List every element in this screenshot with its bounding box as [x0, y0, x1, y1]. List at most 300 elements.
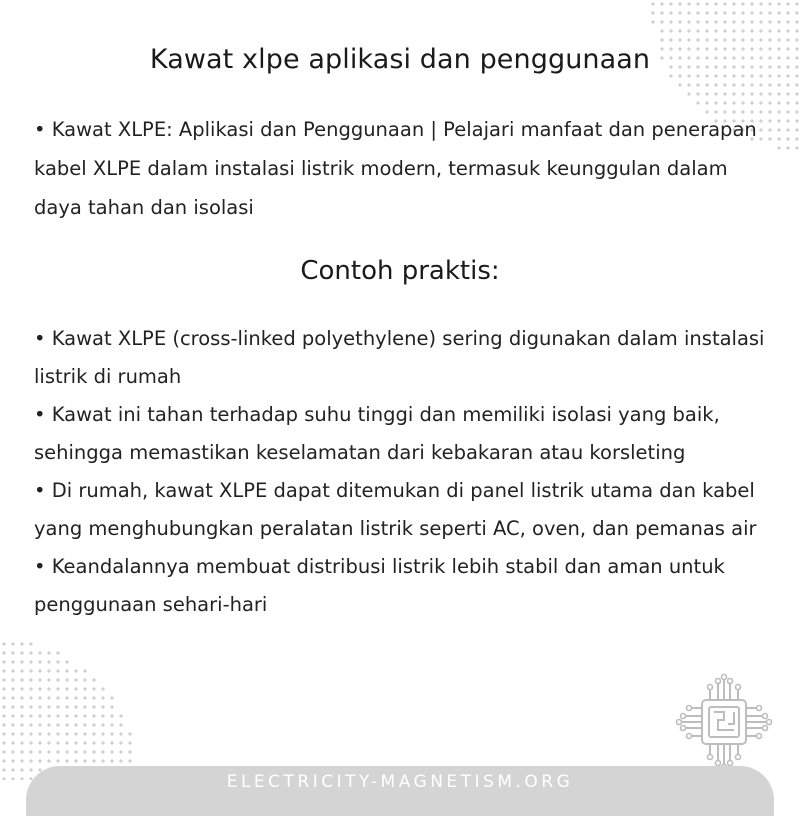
pattern-dot: [20, 660, 23, 663]
pattern-dot: [786, 128, 789, 131]
pattern-dot: [795, 92, 798, 95]
pattern-dot: [29, 705, 32, 708]
pattern-dot: [696, 38, 699, 41]
pattern-dot: [723, 38, 726, 41]
pattern-dot: [786, 137, 789, 140]
pattern-dot: [795, 137, 798, 140]
bullet-item: • Keandalannya membuat distribusi listrik lebih stabil dan aman untuk penggunaan sehari-hari: [34, 555, 725, 616]
pattern-dot: [750, 20, 753, 23]
pattern-dot: [786, 101, 789, 104]
pattern-dot: [714, 38, 717, 41]
pattern-dot: [795, 119, 798, 122]
pattern-dot: [714, 92, 717, 95]
pattern-dot: [696, 11, 699, 14]
pattern-dot: [74, 705, 77, 708]
pattern-dot: [56, 732, 59, 735]
pattern-dot: [20, 651, 23, 654]
pattern-dot: [750, 38, 753, 41]
pattern-dot: [92, 714, 95, 717]
pattern-dot: [56, 741, 59, 744]
pattern-dot: [128, 732, 131, 735]
pattern-dot: [110, 750, 113, 753]
pattern-dot: [768, 92, 771, 95]
pattern-dot: [750, 92, 753, 95]
pattern-dot: [786, 119, 789, 122]
pattern-dot: [29, 732, 32, 735]
pattern-dot: [750, 11, 753, 14]
pattern-dot: [101, 705, 104, 708]
pattern-dot: [119, 714, 122, 717]
pattern-dot: [38, 651, 41, 654]
pattern-dot: [786, 38, 789, 41]
pattern-dot: [696, 29, 699, 32]
pattern-dot: [83, 696, 86, 699]
pattern-dot: [74, 732, 77, 735]
pattern-dot: [11, 705, 14, 708]
pattern-dot: [732, 101, 735, 104]
pattern-dot: [11, 714, 14, 717]
pattern-dot: [38, 687, 41, 690]
pattern-dot: [696, 101, 699, 104]
pattern-dot: [786, 29, 789, 32]
pattern-dot: [2, 642, 5, 645]
pattern-dot: [74, 678, 77, 681]
pattern-dot: [83, 723, 86, 726]
pattern-dot: [759, 2, 762, 5]
pattern-dot: [47, 732, 50, 735]
pattern-dot: [20, 642, 23, 645]
pattern-dot: [83, 750, 86, 753]
pattern-dot: [741, 83, 744, 86]
pattern-dot: [74, 750, 77, 753]
pattern-dot: [651, 20, 654, 23]
pattern-dot: [714, 2, 717, 5]
pattern-dot: [83, 705, 86, 708]
pattern-dot: [128, 741, 131, 744]
pattern-dot: [92, 750, 95, 753]
pattern-dot: [74, 669, 77, 672]
pattern-dot: [56, 651, 59, 654]
pattern-dot: [65, 741, 68, 744]
pattern-dot: [2, 678, 5, 681]
pattern-dot: [750, 2, 753, 5]
pattern-dot: [678, 38, 681, 41]
pattern-dot: [110, 759, 113, 762]
pattern-dot: [11, 750, 14, 753]
pattern-dot: [29, 687, 32, 690]
pattern-dot: [723, 20, 726, 23]
pattern-dot: [741, 2, 744, 5]
pattern-dot: [29, 714, 32, 717]
pattern-dot: [47, 660, 50, 663]
pattern-dot: [38, 669, 41, 672]
pattern-dot: [2, 696, 5, 699]
pattern-dot: [768, 2, 771, 5]
pattern-dot: [795, 128, 798, 131]
pattern-dot: [768, 83, 771, 86]
pattern-dot: [741, 101, 744, 104]
bullet-list: [34, 320, 774, 624]
pattern-dot: [38, 660, 41, 663]
pattern-dot: [786, 11, 789, 14]
pattern-dot: [20, 678, 23, 681]
pattern-dot: [83, 741, 86, 744]
pattern-dot: [759, 83, 762, 86]
pattern-dot: [777, 11, 780, 14]
pattern-dot: [119, 741, 122, 744]
pattern-dot: [38, 732, 41, 735]
pattern-dot: [777, 119, 780, 122]
pattern-dot: [101, 750, 104, 753]
dot-pattern-bottom-left-icon: [0, 640, 150, 780]
pattern-dot: [705, 83, 708, 86]
pattern-dot: [29, 678, 32, 681]
circuit-chip-icon: [674, 672, 774, 772]
pattern-dot: [732, 29, 735, 32]
pattern-dot: [29, 642, 32, 645]
pattern-dot: [732, 20, 735, 23]
pattern-dot: [110, 741, 113, 744]
pattern-dot: [38, 678, 41, 681]
pattern-dot: [687, 83, 690, 86]
pattern-dot: [11, 660, 14, 663]
pattern-dot: [651, 2, 654, 5]
pattern-dot: [777, 2, 780, 5]
pattern-dot: [705, 101, 708, 104]
pattern-dot: [678, 20, 681, 23]
pattern-dot: [786, 110, 789, 113]
pattern-dot: [101, 714, 104, 717]
pattern-dot: [768, 101, 771, 104]
pattern-dot: [56, 696, 59, 699]
pattern-dot: [11, 723, 14, 726]
pattern-dot: [74, 759, 77, 762]
pattern-dot: [11, 759, 14, 762]
pattern-dot: [795, 146, 798, 149]
pattern-dot: [110, 732, 113, 735]
pattern-dot: [777, 110, 780, 113]
pattern-dot: [110, 723, 113, 726]
pattern-dot: [56, 723, 59, 726]
pattern-dot: [20, 705, 23, 708]
pattern-dot: [83, 687, 86, 690]
pattern-dot: [20, 750, 23, 753]
pattern-dot: [65, 723, 68, 726]
pattern-dot: [669, 2, 672, 5]
pattern-dot: [768, 38, 771, 41]
pattern-dot: [687, 92, 690, 95]
pattern-dot: [687, 2, 690, 5]
pattern-dot: [11, 696, 14, 699]
pattern-dot: [786, 92, 789, 95]
pattern-dot: [687, 38, 690, 41]
pattern-dot: [128, 750, 131, 753]
pattern-dot: [795, 2, 798, 5]
pattern-dot: [11, 687, 14, 690]
pattern-dot: [83, 678, 86, 681]
pattern-dot: [777, 20, 780, 23]
pattern-dot: [732, 92, 735, 95]
pattern-dot: [65, 759, 68, 762]
pattern-dot: [741, 11, 744, 14]
pattern-dot: [750, 29, 753, 32]
pattern-dot: [74, 696, 77, 699]
pattern-dot: [777, 29, 780, 32]
pattern-dot: [29, 741, 32, 744]
pattern-dot: [2, 759, 5, 762]
pattern-dot: [20, 696, 23, 699]
pattern-dot: [723, 2, 726, 5]
pattern-dot: [660, 38, 663, 41]
pattern-dot: [65, 732, 68, 735]
pattern-dot: [705, 11, 708, 14]
pattern-dot: [56, 714, 59, 717]
pattern-dot: [705, 29, 708, 32]
pattern-dot: [2, 741, 5, 744]
pattern-dot: [47, 750, 50, 753]
pattern-dot: [119, 723, 122, 726]
pattern-dot: [660, 29, 663, 32]
pattern-dot: [56, 759, 59, 762]
pattern-dot: [723, 101, 726, 104]
pattern-dot: [56, 669, 59, 672]
pattern-dot: [20, 714, 23, 717]
pattern-dot: [110, 705, 113, 708]
pattern-dot: [29, 759, 32, 762]
pattern-dot: [2, 651, 5, 654]
pattern-dot: [2, 714, 5, 717]
pattern-dot: [38, 741, 41, 744]
pattern-dot: [38, 759, 41, 762]
pattern-dot: [777, 38, 780, 41]
pattern-dot: [56, 660, 59, 663]
pattern-dot: [74, 714, 77, 717]
pattern-dot: [92, 696, 95, 699]
pattern-dot: [101, 759, 104, 762]
pattern-dot: [795, 83, 798, 86]
pattern-dot: [11, 642, 14, 645]
pattern-dot: [47, 669, 50, 672]
pattern-dot: [20, 669, 23, 672]
pattern-dot: [759, 29, 762, 32]
pattern-dot: [47, 714, 50, 717]
pattern-dot: [11, 741, 14, 744]
pattern-dot: [38, 750, 41, 753]
pattern-dot: [696, 83, 699, 86]
pattern-dot: [11, 651, 14, 654]
pattern-dot: [29, 651, 32, 654]
pattern-dot: [83, 759, 86, 762]
pattern-dot: [20, 732, 23, 735]
pattern-dot: [705, 92, 708, 95]
bullet-item: • Kawat ini tahan terhadap suhu tinggi dan memiliki isolasi yang baik, sehingga memastikan keselamatan dari kebakaran atau korsleting: [34, 403, 720, 464]
pattern-dot: [777, 137, 780, 140]
pattern-dot: [83, 732, 86, 735]
pattern-dot: [65, 687, 68, 690]
pattern-dot: [696, 2, 699, 5]
pattern-dot: [795, 101, 798, 104]
pattern-dot: [92, 759, 95, 762]
pattern-dot: [47, 759, 50, 762]
pattern-dot: [777, 92, 780, 95]
pattern-dot: [723, 83, 726, 86]
pattern-dot: [92, 741, 95, 744]
pattern-dot: [47, 678, 50, 681]
pattern-dot: [119, 750, 122, 753]
pattern-dot: [651, 11, 654, 14]
pattern-dot: [65, 750, 68, 753]
pattern-dot: [678, 11, 681, 14]
pattern-dot: [696, 20, 699, 23]
pattern-dot: [92, 687, 95, 690]
pattern-dot: [795, 11, 798, 14]
pattern-dot: [741, 38, 744, 41]
pattern-dot: [110, 714, 113, 717]
pattern-dot: [669, 38, 672, 41]
pattern-dot: [38, 705, 41, 708]
pattern-dot: [38, 723, 41, 726]
pattern-dot: [741, 92, 744, 95]
pattern-dot: [56, 705, 59, 708]
pattern-dot: [777, 128, 780, 131]
pattern-dot: [29, 750, 32, 753]
pattern-dot: [777, 146, 780, 149]
pattern-dot: [795, 29, 798, 32]
pattern-dot: [2, 705, 5, 708]
pattern-dot: [678, 83, 681, 86]
pattern-dot: [786, 146, 789, 149]
pattern-dot: [101, 696, 104, 699]
pattern-dot: [11, 669, 14, 672]
pattern-dot: [2, 669, 5, 672]
pattern-dot: [705, 20, 708, 23]
pattern-dot: [786, 83, 789, 86]
pattern-dot: [11, 732, 14, 735]
pattern-dot: [687, 29, 690, 32]
pattern-dot: [47, 687, 50, 690]
intro-paragraph: • Kawat XLPE: Aplikasi dan Penggunaan | Pelajari manfaat dan penerapan kabel XLPE dalam instalasi listrik modern, termasuk keunggulan dalam daya tahan dan isolasi: [34, 118, 757, 219]
footer-website-label: ELECTRICITY-MAGNETISM.ORG: [226, 772, 574, 792]
pattern-dot: [660, 20, 663, 23]
pattern-dot: [47, 723, 50, 726]
pattern-dot: [74, 741, 77, 744]
pattern-dot: [696, 92, 699, 95]
pattern-dot: [20, 723, 23, 726]
pattern-dot: [777, 101, 780, 104]
pattern-dot: [65, 678, 68, 681]
pattern-dot: [65, 714, 68, 717]
pattern-dot: [723, 92, 726, 95]
pattern-dot: [47, 705, 50, 708]
pattern-dot: [101, 741, 104, 744]
pattern-dot: [678, 29, 681, 32]
pattern-dot: [777, 83, 780, 86]
pattern-dot: [110, 696, 113, 699]
pattern-dot: [92, 723, 95, 726]
pattern-dot: [795, 110, 798, 113]
pattern-dot: [65, 696, 68, 699]
page-title: Kawat xlpe aplikasi dan penggunaan: [149, 44, 651, 75]
pattern-dot: [92, 678, 95, 681]
pattern-dot: [759, 101, 762, 104]
pattern-dot: [714, 83, 717, 86]
pattern-dot: [65, 660, 68, 663]
pattern-dot: [65, 669, 68, 672]
pattern-dot: [723, 29, 726, 32]
pattern-dot: [38, 714, 41, 717]
pattern-dot: [714, 101, 717, 104]
pattern-dot: [795, 20, 798, 23]
pattern-dot: [20, 741, 23, 744]
pattern-dot: [795, 38, 798, 41]
pattern-dot: [768, 29, 771, 32]
pattern-dot: [29, 723, 32, 726]
pattern-dot: [732, 83, 735, 86]
pattern-dot: [74, 723, 77, 726]
pattern-dot: [2, 732, 5, 735]
pattern-dot: [29, 669, 32, 672]
pattern-dot: [732, 2, 735, 5]
pattern-dot: [56, 687, 59, 690]
pattern-dot: [759, 92, 762, 95]
pattern-dot: [786, 20, 789, 23]
pattern-dot: [119, 732, 122, 735]
pattern-dot: [723, 11, 726, 14]
pattern-dot: [768, 11, 771, 14]
pattern-dot: [678, 2, 681, 5]
pattern-dot: [660, 2, 663, 5]
pattern-dot: [38, 696, 41, 699]
pattern-dot: [660, 11, 663, 14]
pattern-dot: [74, 687, 77, 690]
pattern-dot: [705, 2, 708, 5]
pattern-dot: [47, 741, 50, 744]
pattern-dot: [92, 705, 95, 708]
pattern-dot: [669, 29, 672, 32]
pattern-dot: [101, 687, 104, 690]
bullet-item: • Di rumah, kawat XLPE dapat ditemukan di panel listrik utama dan kabel yang menghubungkan peralatan listrik seperti AC, oven, dan pemanas air: [34, 479, 757, 540]
pattern-dot: [759, 11, 762, 14]
pattern-dot: [759, 20, 762, 23]
pattern-dot: [750, 83, 753, 86]
pattern-dot: [83, 714, 86, 717]
pattern-dot: [759, 38, 762, 41]
pattern-dot: [101, 732, 104, 735]
pattern-dot: [11, 678, 14, 681]
pattern-dot: [101, 723, 104, 726]
pattern-dot: [714, 11, 717, 14]
pattern-dot: [56, 750, 59, 753]
pattern-dot: [669, 20, 672, 23]
pattern-dot: [687, 11, 690, 14]
pattern-dot: [714, 29, 717, 32]
pattern-dot: [705, 38, 708, 41]
pattern-dot: [2, 687, 5, 690]
pattern-dot: [20, 687, 23, 690]
pattern-dot: [714, 20, 717, 23]
pattern-dot: [732, 11, 735, 14]
pattern-dot: [65, 705, 68, 708]
pattern-dot: [741, 29, 744, 32]
section-subtitle: Contoh praktis:: [300, 256, 500, 286]
pattern-dot: [669, 11, 672, 14]
pattern-dot: [2, 660, 5, 663]
pattern-dot: [2, 723, 5, 726]
pattern-dot: [128, 759, 131, 762]
pattern-dot: [29, 660, 32, 663]
pattern-dot: [732, 38, 735, 41]
pattern-dot: [750, 101, 753, 104]
